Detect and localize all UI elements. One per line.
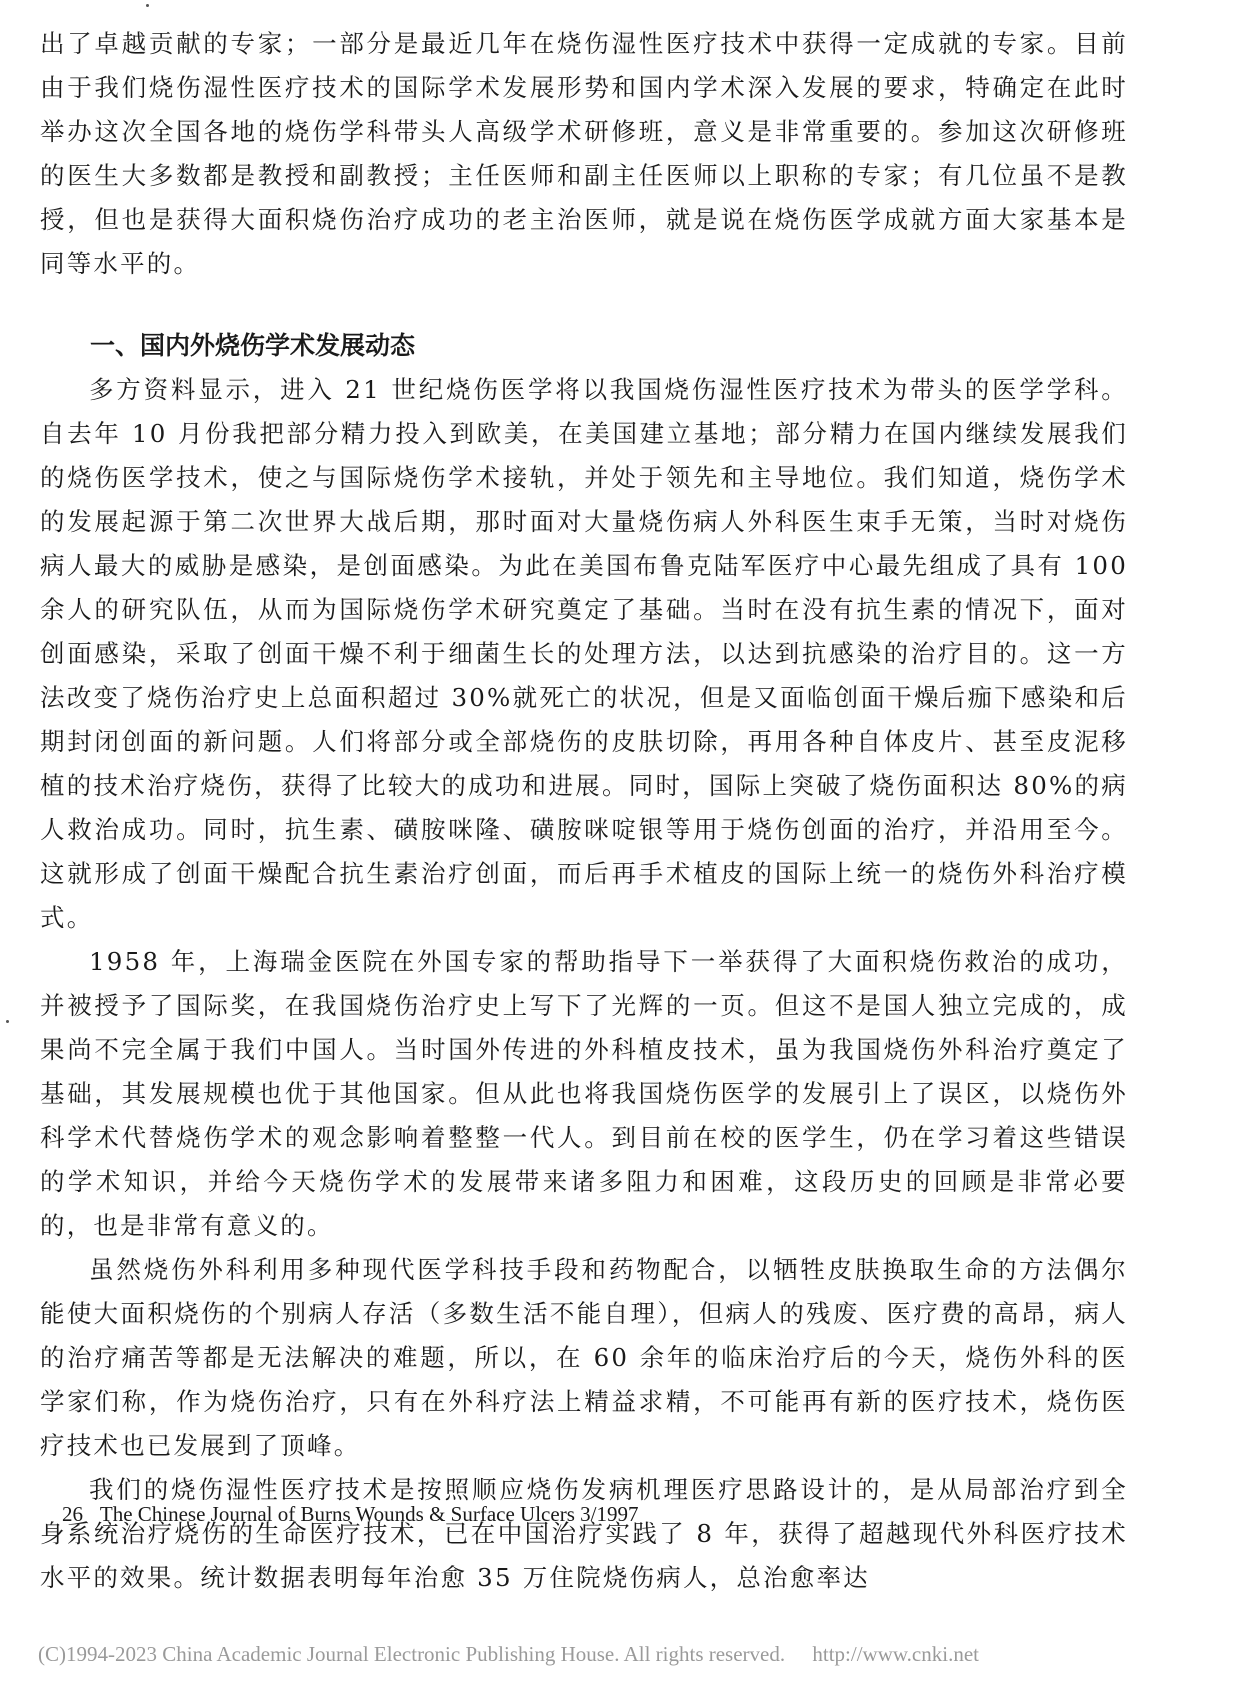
paragraph-continued: 出了卓越贡献的专家；一部分是最近几年在烧伤湿性医疗技术中获得一定成就的专家。目前由于我们烧伤湿性医疗技术的国际学术发展形势和国内学术深入发展的要求，特确定在此时举办这次全国各地的烧伤学科带头人高级学术研修班，意义是非常重要的。参加这次研修班的医生大多数都是教授和副教授；主任医师和副主任医师以上职称的专家；有几位虽不是教授，但也是获得大面积烧伤治疗成功的老主治医师，就是说在烧伤医学成就方面大家基本是同等水平的。 (40, 29, 1128, 278)
copyright-notice: (C)1994-2023 China Academic Journal Electronic Publishing House. All rights reserved. (38, 1642, 786, 1666)
paragraph: 1958 年，上海瑞金医院在外国专家的帮助指导下一举获得了大面积烧伤救治的成功，并被授予了国际奖，在我国烧伤治疗史上写下了光辉的一页。但这不是国人独立完成的，成果尚不完全属于我们中国人。当时国外传进的外科植皮技术，虽为我国烧伤外科治疗奠定了基础，其发展规模也优于其他国家。但从此也将我国烧伤医学的发展引上了误区，以烧伤外科学术代替烧伤学术的观念影响着整整一代人。到目前在校的医学生，仍在学习着这些错误的学术知识，并给今天烧伤学术的发展带来诸多阻力和困难，这段历史的回顾是非常必要的，也是非常有意义的。 (40, 947, 1128, 1240)
page-number: 26 (62, 1502, 83, 1526)
paragraph: 我们的烧伤湿性医疗技术是按照顺应烧伤发病机理医疗思路设计的，是从局部治疗到全身系统治疗烧伤的生命医疗技术，已在中国治疗实践了 8 年，获得了超越现代外科医疗技术水平的效果。统计数据表明每年治愈 35 万住院烧伤病人，总治愈率达 (40, 1475, 1128, 1592)
page-footer (62, 1502, 638, 1527)
paragraph: 多方资料显示，进入 21 世纪烧伤医学将以我国烧伤湿性医疗技术为带头的医学学科。自去年 10 月份我把部分精力投入到欧美，在美国建立基地；部分精力在国内继续发展我们的烧伤医学技术，使之与国际烧伤学术接轨，并处于领先和主导地位。我们知道，烧伤学术的发展起源于第二次世界大战后期，那时面对大量烧伤病人外科医生束手无策，当时对烧伤病人最大的威胁是感染，是创面感染。为此在美国布鲁克陆军医疗中心最先组成了具有 100 余人的研究队伍，从而为国际烧伤学术研究奠定了基础。当时在没有抗生素的情况下，面对创面感染，采取了创面干燥不利于细菌生长的处理方法，以达到抗感染的治疗目的。这一方法改变了烧伤治疗史上总面积超过 30%就死亡的状况，但是又面临创面干燥后痂下感染和后期封闭创面的新问题。人们将部分或全部烧伤的皮肤切除，再用各种自体皮片、甚至皮泥移植的技术治疗烧伤，获得了比较大的成功和进展。同时，国际上突破了烧伤面积达 80%的病人救治成功。同时，抗生素、磺胺咪隆、磺胺咪啶银等用于烧伤创面的治疗，并沿用至今。这就形成了创面干燥配合抗生素治疗创面，而后再手术植皮的国际上统一的烧伤外科治疗模式。 (40, 375, 1128, 932)
paragraph: 虽然烧伤外科利用多种现代医学科技手段和药物配合，以牺牲皮肤换取生命的方法偶尔能使大面积烧伤的个别病人存活（多数生活不能自理），但病人的残废、医疗费的高昂，病人的治疗痛苦等都是无法解决的难题，所以，在 60 余年的临床治疗后的今天，烧伤外科的医学家们称，作为烧伤治疗，只有在外科疗法上精益求精，不可能再有新的医疗技术，烧伤医疗技术也已发展到了顶峰。 (40, 1255, 1128, 1460)
scan-speck (146, 4, 149, 7)
scan-speck (6, 1020, 9, 1023)
article-body (40, 22, 1128, 1600)
cnki-link[interactable]: http://www.cnki.net (812, 1642, 979, 1666)
section-heading: 一、国内外烧伤学术发展动态 (90, 331, 416, 360)
journal-citation: The Chinese Journal of Burns Wounds & Surface Ulcers 3/1997 (99, 1502, 639, 1526)
copyright-watermark (38, 1642, 979, 1667)
